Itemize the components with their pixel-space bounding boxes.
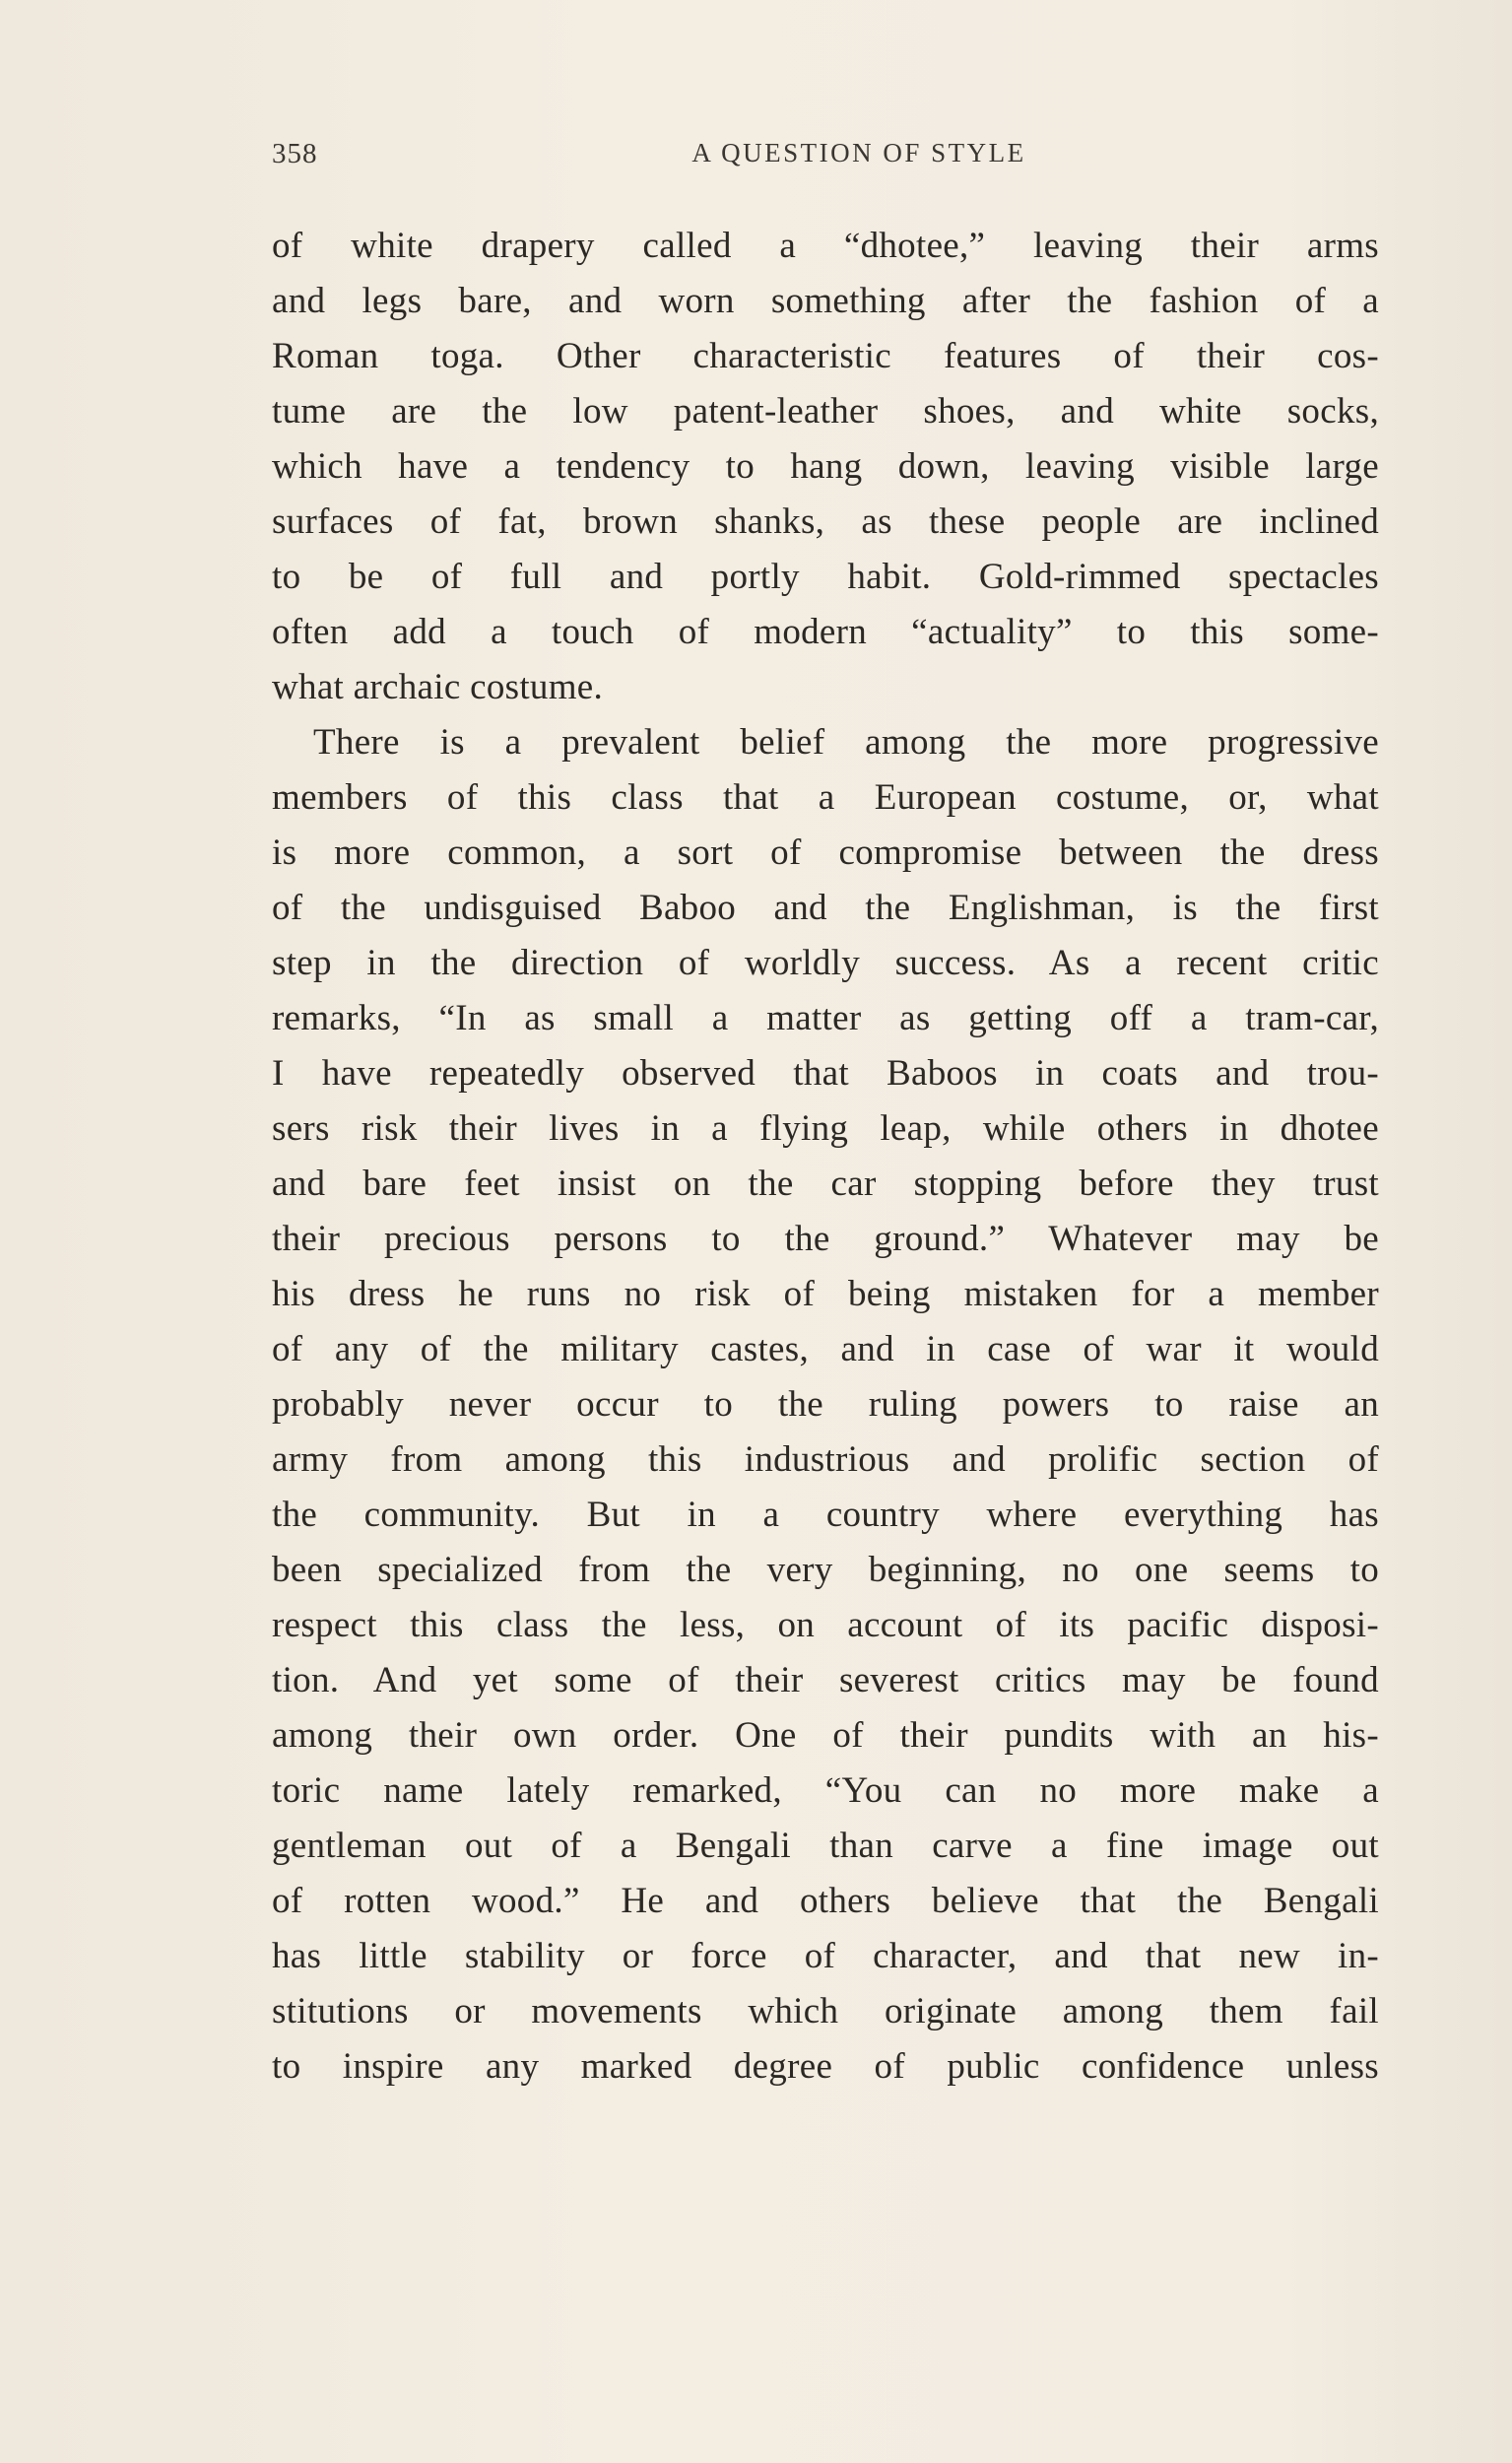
text-line-paragraph-start: There is a prevalent belief among the more progressive — [313, 722, 1379, 763]
text-line: remarks, “In as small a matter as getting off a tram-car, — [272, 998, 1379, 1038]
text-line: gentleman out of a Bengali than carve a fine image out — [272, 1826, 1379, 1866]
text-line: and legs bare, and worn something after the fashion of a — [272, 281, 1379, 321]
text-line: I have repeatedly observed that Baboos in coats and trou- — [272, 1053, 1379, 1094]
text-line: step in the direction of worldly success. As a recent critic — [272, 943, 1379, 983]
text-line: been specialized from the very beginning, no one seems to — [272, 1550, 1379, 1590]
page-number: 358 — [272, 138, 318, 169]
text-line: of any of the military castes, and in case of war it would — [272, 1329, 1379, 1369]
text-line: among their own order. One of their pundits with an his- — [272, 1715, 1379, 1756]
text-line: tion. And yet some of their severest critics may be found — [272, 1660, 1379, 1700]
text-line: toric name lately remarked, “You can no more make a — [272, 1770, 1379, 1811]
text-line: which have a tendency to hang down, leaving visible large — [272, 446, 1379, 487]
running-head: A QUESTION OF STYLE — [691, 138, 1026, 167]
text-line: their precious persons to the ground.” Whatever may be — [272, 1219, 1379, 1259]
text-line: of the undisguised Baboo and the Englishman, is the first — [272, 888, 1379, 928]
text-line: Roman toga. Other characteristic features of their cos- — [272, 336, 1379, 376]
text-line: respect this class the less, on account of its pacific disposi- — [272, 1605, 1379, 1645]
text-line: probably never occur to the ruling powers to raise an — [272, 1384, 1379, 1425]
text-line: to inspire any marked degree of public confidence unless — [272, 2046, 1379, 2087]
text-line: sers risk their lives in a flying leap, while others in dhotee — [272, 1108, 1379, 1149]
text-line-paragraph-end: what archaic costume. — [272, 667, 604, 707]
text-line: stitutions or movements which originate among them fail — [272, 1991, 1379, 2031]
text-line: has little stability or force of character, and that new in- — [272, 1936, 1379, 1976]
text-line: is more common, a sort of compromise between the dress — [272, 832, 1379, 873]
text-line: tume are the low patent-leather shoes, and white socks, — [272, 391, 1379, 432]
text-line: surfaces of fat, brown shanks, as these people are inclined — [272, 501, 1379, 542]
text-line: and bare feet insist on the car stopping before they trust — [272, 1164, 1379, 1204]
text-line: the community. But in a country where everything has — [272, 1495, 1379, 1535]
page-header — [272, 138, 1379, 177]
text-line: of rotten wood.” He and others believe that the Bengali — [272, 1881, 1379, 1921]
text-line: of white drapery called a “dhotee,” leaving their arms — [272, 226, 1379, 266]
text-line: his dress he runs no risk of being mistaken for a member — [272, 1274, 1379, 1314]
text-line: army from among this industrious and prolific section of — [272, 1439, 1379, 1480]
text-line: often add a touch of modern “actuality” to this some- — [272, 612, 1379, 652]
body-text — [272, 219, 1379, 2095]
text-line: to be of full and portly habit. Gold-rimmed spectacles — [272, 557, 1379, 597]
text-line: members of this class that a European costume, or, what — [272, 777, 1379, 818]
